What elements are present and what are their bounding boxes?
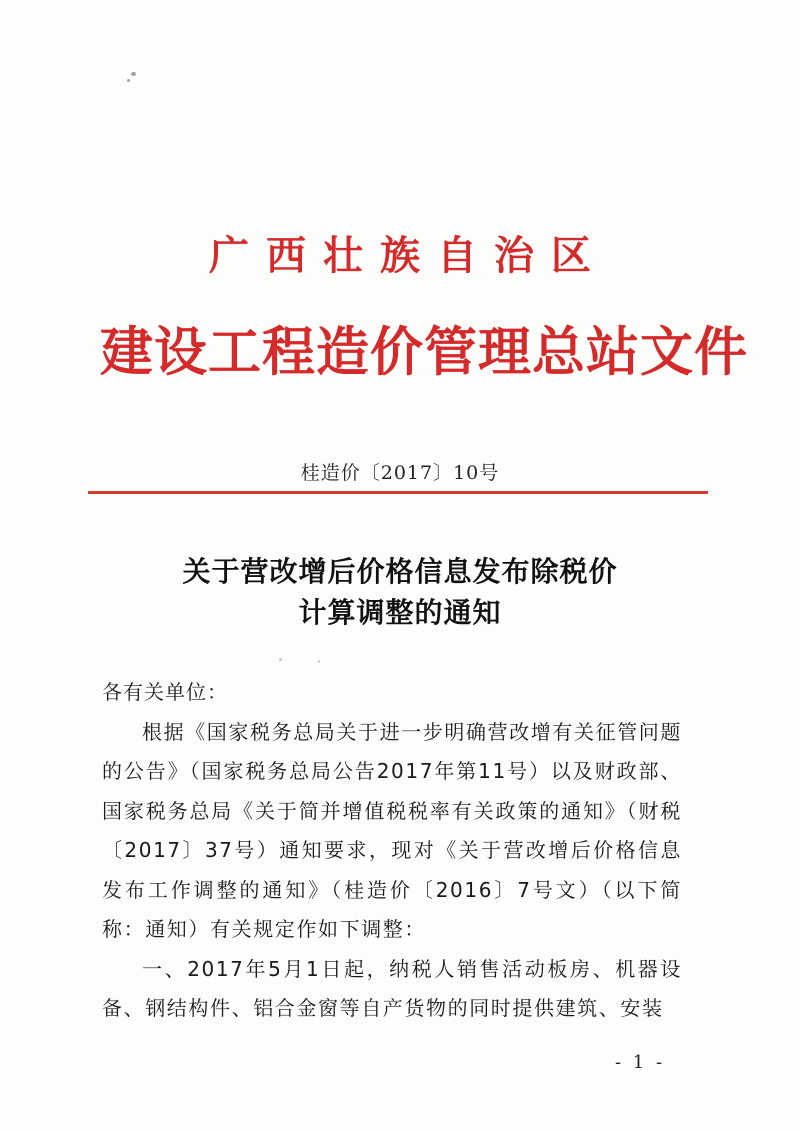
issuer-region-heading: 广西壮族自治区	[209, 232, 608, 279]
notice-body	[102, 673, 682, 1029]
scan-speck	[131, 72, 136, 76]
salutation: 各有关单位：	[102, 680, 228, 704]
notice-title-line2: 计算调整的通知	[298, 596, 502, 629]
document-number: 桂造价〔2017〕10号	[300, 462, 500, 484]
scan-speck	[318, 660, 320, 663]
notice-title-line1: 关于营改增后价格信息发布除税价	[182, 555, 618, 588]
scan-speck	[127, 79, 130, 82]
body-paragraph: 一、2017年5月1日起，纳税人销售活动板房、机器设备、钢结构件、铝合金窗等自产货物的同时提供建筑、安装	[102, 956, 682, 1020]
body-paragraph: 根据《国家税务总局关于进一步明确营改增有关征管问题的公告》（国家税务总局公告2017年第11号）以及财政部、国家税务总局《关于简并增值税税率有关政策的通知》（财税〔2017〕37号）通知要求，现对《关于营改增后价格信息发布工作调整的通知》（桂造价〔2016〕7号文）（以下简称：通知）有关规定作如下调整：	[102, 719, 682, 941]
red-divider-line	[88, 491, 708, 494]
issuer-office-heading: 建设工程造价管理总站文件	[100, 321, 748, 383]
page-number: - 1 -	[614, 1052, 666, 1073]
scan-speck	[279, 658, 282, 661]
